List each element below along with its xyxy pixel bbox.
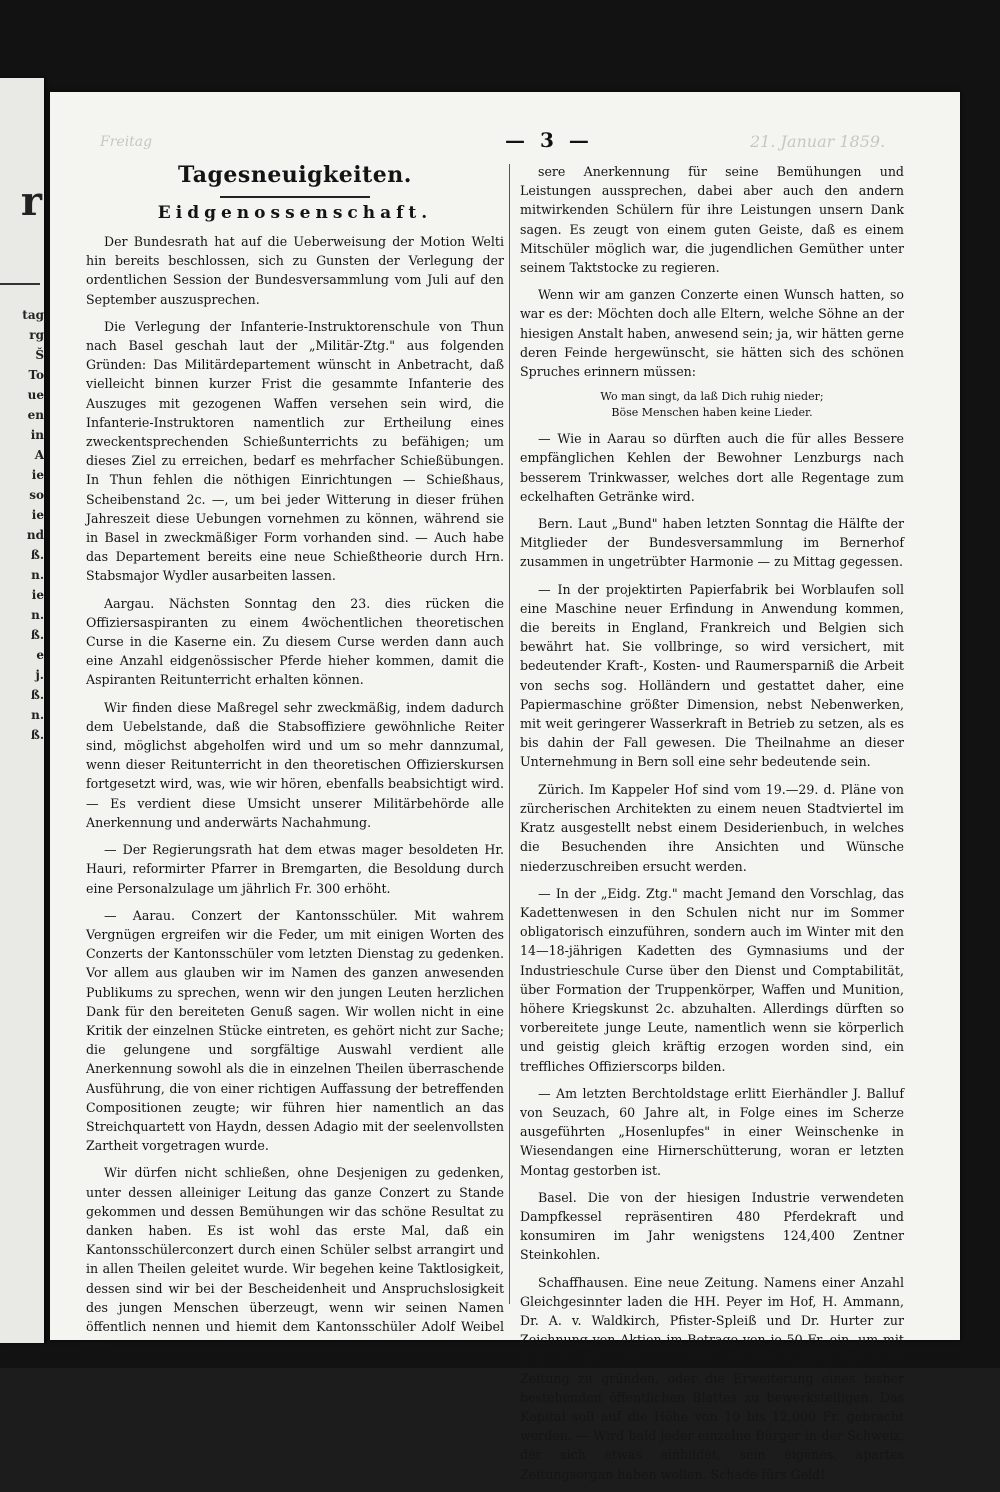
article-paragraph: Die Verlegung der Infanterie-Instruktorenschule von Thun nach Basel geschah laut der „Militär-Ztg." aus folgenden Gründen: Das Militärdepartement wünscht in Anbetracht, daß vielleicht binnen kurzer Frist die gesammte Infanterie des Auszuges mit gezogenen Waffen versehen sein wird, die Infanterie-Instruktoren namentlich zur Ertheilung eines zweckentsprechenden Schießunterrichts zu befähigen; um dieses Ziel zu erreichen, bedarf es mehrfacher Schießübungen. In Thun fehlen die nöthigen Einrichtungen — Schießhaus, Scheibenstand 2c. —, um bei jeder Witterung in dieser frühen Jahreszeit diese Uebungen vornehmen zu können, während sie in Basel in zweckmäßiger Form vorhanden sind. — Auch habe das Departement bereits eine neue Schießtheorie durch Hrn. Stabsmajor Wydler ausarbeiten lassen.: [86, 318, 504, 584]
left-column-articles: [86, 232, 504, 1355]
verse-line: Böse Menschen haben keine Lieder.: [611, 406, 813, 420]
article-paragraph: — In der projektirten Papierfabrik bei Worblaufen soll eine Maschine neuer Erfindung in Anwendung kommen, die bereits in England, Frankreich und Belgien sich bewährt hat. Sie vollbringe, so wird versichert, mit bedeutender Kraft-, Kosten- und Raumersparniß die Arbeit von sechs sog. Holländern und gestattet daher, eine Papiermaschine größter Dimension, nebst Nebenwerken, mit weit geringerer Wasserkraft in Betrieb zu setzen, als es bis dahin der Fall gewesen. Die Theilnahme an dieser Unternehmung in Bern soll eine sehr bedeutende sein.: [520, 581, 904, 770]
quoted-verse: [520, 389, 904, 421]
article-paragraph: Bern. Laut „Bund" haben letzten Sonntag die Hälfte der Mitglieder der Bundesversammlung im Bernerhof zusammen in ungetrübter Harmonie — zu Mittag gegessen.: [520, 516, 904, 570]
article-paragraph: — Der Regierungsrath hat dem etwas mager besoldeten Hr. Hauri, reformirter Pfarrer in Bremgarten, die Besoldung durch eine Personalzulage um jährlich Fr. 300 erhöht.: [86, 842, 504, 896]
fragment-line: ß.: [30, 688, 44, 702]
bleed-through-header-right: 21. Januar 1859.: [750, 132, 886, 151]
fragment-line: To: [28, 368, 44, 382]
fragment-rule: [0, 283, 40, 285]
article-paragraph: — In der „Eidg. Ztg." macht Jemand den Vorschlag, das Kadettenwesen in den Schulen nicht nur im Sommer obligatorisch einzuführen, sondern auch im Winter mit den 14—18-jährigen Kadetten des Gymnasiums und der Industrieschule Curse über den Dienst und Comptabilität, über Formation der Truppenkörper, Waffen und Munition, höhere Kriegskunst 2c. abzuhalten. Allerdings dürften so vorbereitete junge Leute, namentlich wenn sie körperlich und geistig gleich kräftig erzogen worden sind, ein treffliches Offizierscorps bilden.: [520, 885, 904, 1074]
fragment-line: j.: [35, 668, 44, 682]
fragment-line: ue: [27, 388, 44, 402]
fragment-line: n.: [31, 708, 44, 722]
section-subheading: Eidgenossenschaft.: [157, 203, 433, 223]
bleed-through-header-left: Freitag: [100, 134, 153, 150]
article-paragraph: — Am letzten Berchtoldstage erlitt Eierhändler J. Balluf von Seuzach, 60 Jahre alt, in Folge eines im Scherze ausgeführten „Hosenlupfes" in einer Weinschenke in Wiesendangen eine Hirnerschütterung, woran er letzten Montag gestorben ist.: [520, 1085, 904, 1178]
article-paragraph: Aargau. Nächsten Sonntag den 23. dies rücken die Offiziersaspiranten zu einem 4wöchentlichen theoretischen Curse in die Kaserne ein. Zu diesem Curse werden dann auch eine Anzahl eidgenössischer Pferde hieher kommen, damit die Aspiranten Reitunterricht erhalten können.: [86, 595, 504, 688]
fragment-line: ß.: [30, 628, 44, 642]
newspaper-page: [50, 92, 960, 1482]
fragment-line: in: [30, 428, 44, 442]
fragment-line: tag: [22, 308, 44, 322]
column-divider: [509, 164, 510, 1304]
article-paragraph: Wir finden diese Maßregel sehr zweckmäßig, indem dadurch dem Uebelstande, daß die Stabsoffiziere gewöhnliche Reiter sind, möglichst abgeholfen wird und um so mehr dannzumal, wenn dieser Reitunterricht in den theoretischen Offizierskursen fortgesetzt wird, was, wie wir hören, ebenfalls beabsichtigt wird. — Es verdient diese Umsicht unserer Militärbehörde alle Anerkennung und anderwärts Nachahmung.: [86, 699, 504, 830]
fragment-line: n.: [31, 568, 44, 582]
left-column: [86, 162, 504, 1363]
article-paragraph: Basel. Die von der hiesigen Industrie verwendeten Dampfkessel repräsentiren 480 Pferdekraft und konsumiren im Jahr wenigstens 124,400 Zentner Steinkohlen.: [520, 1189, 904, 1263]
right-column-articles-top: [520, 162, 904, 381]
fragment-line: nd: [26, 528, 44, 542]
article-paragraph: Der Bundesrath hat auf die Ueberweisung der Motion Welti hin bereits beschlossen, sich zu Gunsten der Verlegung der ordentlichen Session der Bundesversammlung vom Juli auf den September auszusprechen.: [86, 234, 504, 307]
article-paragraph: Schaffhausen. Eine neue Zeitung. Namens einer Anzahl Gleichgesinnter laden die HH. Peyer im Hof, H. Ammann, Dr. A. v. Waldkirch, Pfister-Spleiß und Dr. Hurter zur Zeichnung von Aktien im Betrage von je 50 Fr. ein, um mit dem auf diese Weise zu beschaffenden Kapital eine neue Zeitung zu gründen, oder die Erweiterung eines bisher bestehenden öffentlichen Blattes zu bewerkstelligen. Das Kapital soll auf die Höhe von 10 bis 12,000 Fr. gebracht werden. — Wird bald jeder einzelne Bürger in der Schweiz, der sich etwas einbildet, sein eigenes, apartes Zeitungsorgan haben wollen. Schade fürs Geld!: [520, 1274, 904, 1482]
right-column: [520, 162, 904, 1492]
fragment-line: ß.: [30, 728, 44, 742]
fragment-line: ie: [31, 508, 44, 522]
article-paragraph: — Wie in Aarau so dürften auch die für alles Bessere empfänglichen Kehlen der Bewohner Lenzburgs nach besserem Trinkwasser, welches dort alle Regentage zum eckelhaften Getränke wird.: [520, 431, 904, 504]
article-paragraph: Wenn wir am ganzen Conzerte einen Wunsch hatten, so war es der: Möchten doch alle Eltern, welche Söhne an der hiesigen Anstalt haben, anwesend sein; ja, wir hätten gerne deren Feinde hergewünscht, sie hätten sich des schönen Spruches erinnern müssen:: [520, 287, 904, 380]
fragment-line: rg: [29, 328, 44, 342]
fragment-line: en: [27, 408, 44, 422]
section-headline: Tagesneuigkeiten.: [178, 162, 412, 188]
fragment-line: n.: [31, 608, 44, 622]
fragment-line: so: [29, 488, 44, 502]
fragment-line: ie: [31, 468, 44, 482]
fragment-big-letter: r: [20, 178, 42, 225]
page-number: — 3 —: [505, 128, 593, 152]
headline-rule: [220, 196, 370, 198]
right-column-articles-bottom: [520, 429, 904, 1484]
adjacent-page-fragment: [0, 78, 44, 1343]
fragment-line: e: [36, 648, 44, 662]
verse-line: Wo man singt, da laß Dich ruhig nieder;: [600, 390, 824, 404]
article-paragraph: sere Anerkennung für seine Bemühungen und Leistungen aussprechen, dabei aber auch den andern mitwirkenden Schülern für ihre Leistungen unsern Dank sagen. Es zeugt von einem guten Geiste, daß es einem Mitschüler möglich war, die jugendlichen Gemüther unter seinem Taktstocke zu regieren.: [520, 164, 904, 276]
fragment-line: Š: [35, 348, 44, 362]
article-paragraph: — Aarau. Conzert der Kantonsschüler. Mit wahrem Vergnügen ergreifen wir die Feder, um mit einigen Worten des Conzerts der Kantonsschüler vom letzten Dienstag zu gedenken. Vor allem aus glauben wir im Namen des ganzen anwesenden Publikums zu sprechen, wenn wir den jungen Leuten herzlichen Dank für den bereiteten Genuß sagen. Wir wollen nicht in eine Kritik der einzelnen Stücke eintreten, es gehört nicht zur Sache; die gelungene und sorgfältige Auswahl verdient alle Anerkennung sowohl als die in einzelnen Theilen überraschende Ausführung, die von einer richtigen Auffassung der betreffenden Compositionen zeugte; wir führen hier namentlich an das Streichquartett von Haydn, dessen Adagio mit der seelenvollsten Zartheit vorgetragen wurde.: [86, 907, 504, 1154]
article-paragraph: Wir dürfen nicht schließen, ohne Desjenigen zu gedenken, unter dessen alleiniger Leitung das ganze Conzert zu Stande gekommen und dessen Bemühungen wir das schöne Resultat zu danken haben. Es ist wohl das erste Mal, daß ein Kantonsschülerconzert durch einen Schüler selbst arrangirt und in allen Theilen geleitet wurde. Wir begehen keine Taktlosigkeit, dessen sind wir bei der Bescheidenheit und Anspruchslosigkeit des jungen Menschen überzeugt, wenn wir seinen Namen öffentlich nennen und hiemit dem Kantonsschüler Adolf Weibel un-: [86, 1165, 504, 1354]
fragment-line: A: [34, 448, 44, 462]
fragment-line: ie: [31, 588, 44, 602]
fragment-line: ß.: [30, 548, 44, 562]
article-paragraph: Zürich. Im Kappeler Hof sind vom 19.—29. d. Pläne von zürcherischen Architekten zu einem neuen Stadtviertel im Kratz ausgestellt nebst einem Desiderienbuch, in welches die Besuchenden ihre Ansichten und Wünsche niederzuschreiben ersucht werden.: [520, 781, 904, 874]
